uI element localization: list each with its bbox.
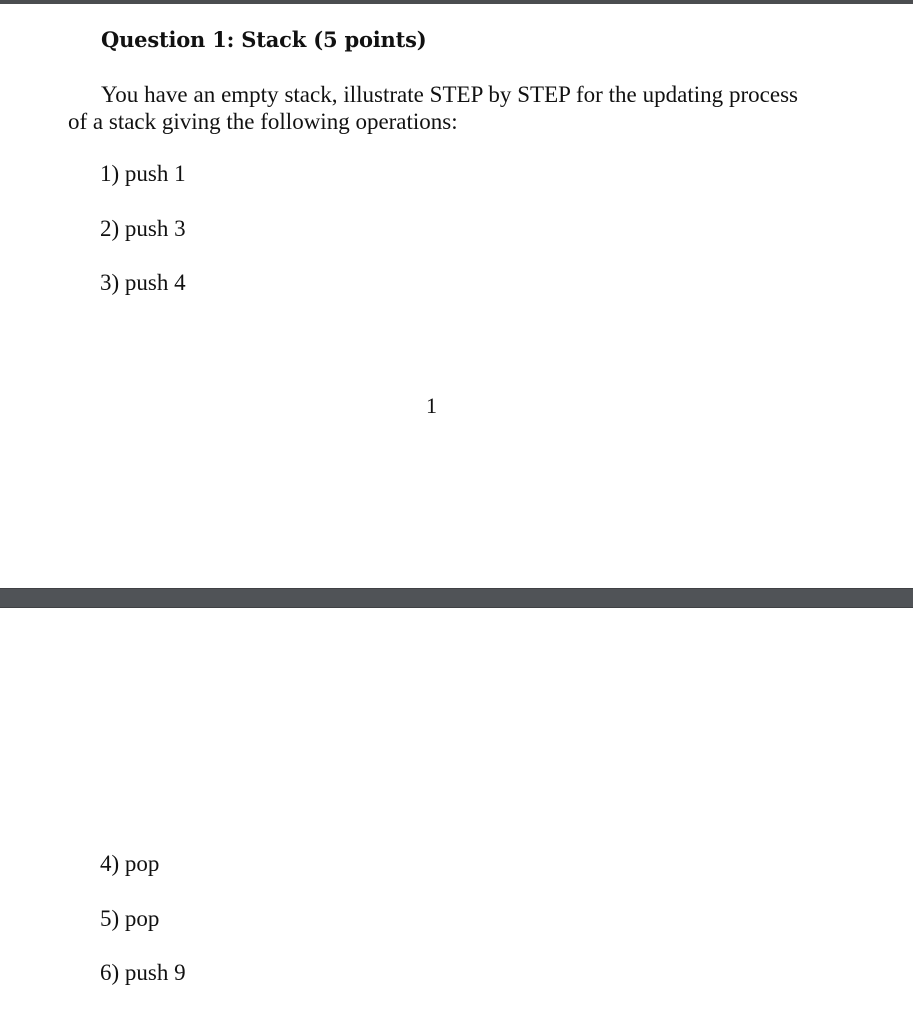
page-number: 1 bbox=[426, 393, 437, 418]
operation-item: 2) push 3 bbox=[100, 216, 186, 241]
operation-item: 4) pop bbox=[100, 851, 160, 876]
page-top-border bbox=[0, 0, 913, 4]
page-break-divider bbox=[0, 588, 913, 608]
operation-item: 6) push 9 bbox=[100, 960, 186, 985]
question-title: Question 1: Stack (5 points) bbox=[101, 27, 427, 52]
operation-item: 3) push 4 bbox=[100, 270, 186, 295]
operation-item: 5) pop bbox=[100, 906, 160, 931]
question-prompt: You have an empty stack, illustrate STEP by STEP for the updating process of a stack giving the following operations: bbox=[68, 82, 798, 134]
operation-item: 1) push 1 bbox=[100, 161, 186, 186]
